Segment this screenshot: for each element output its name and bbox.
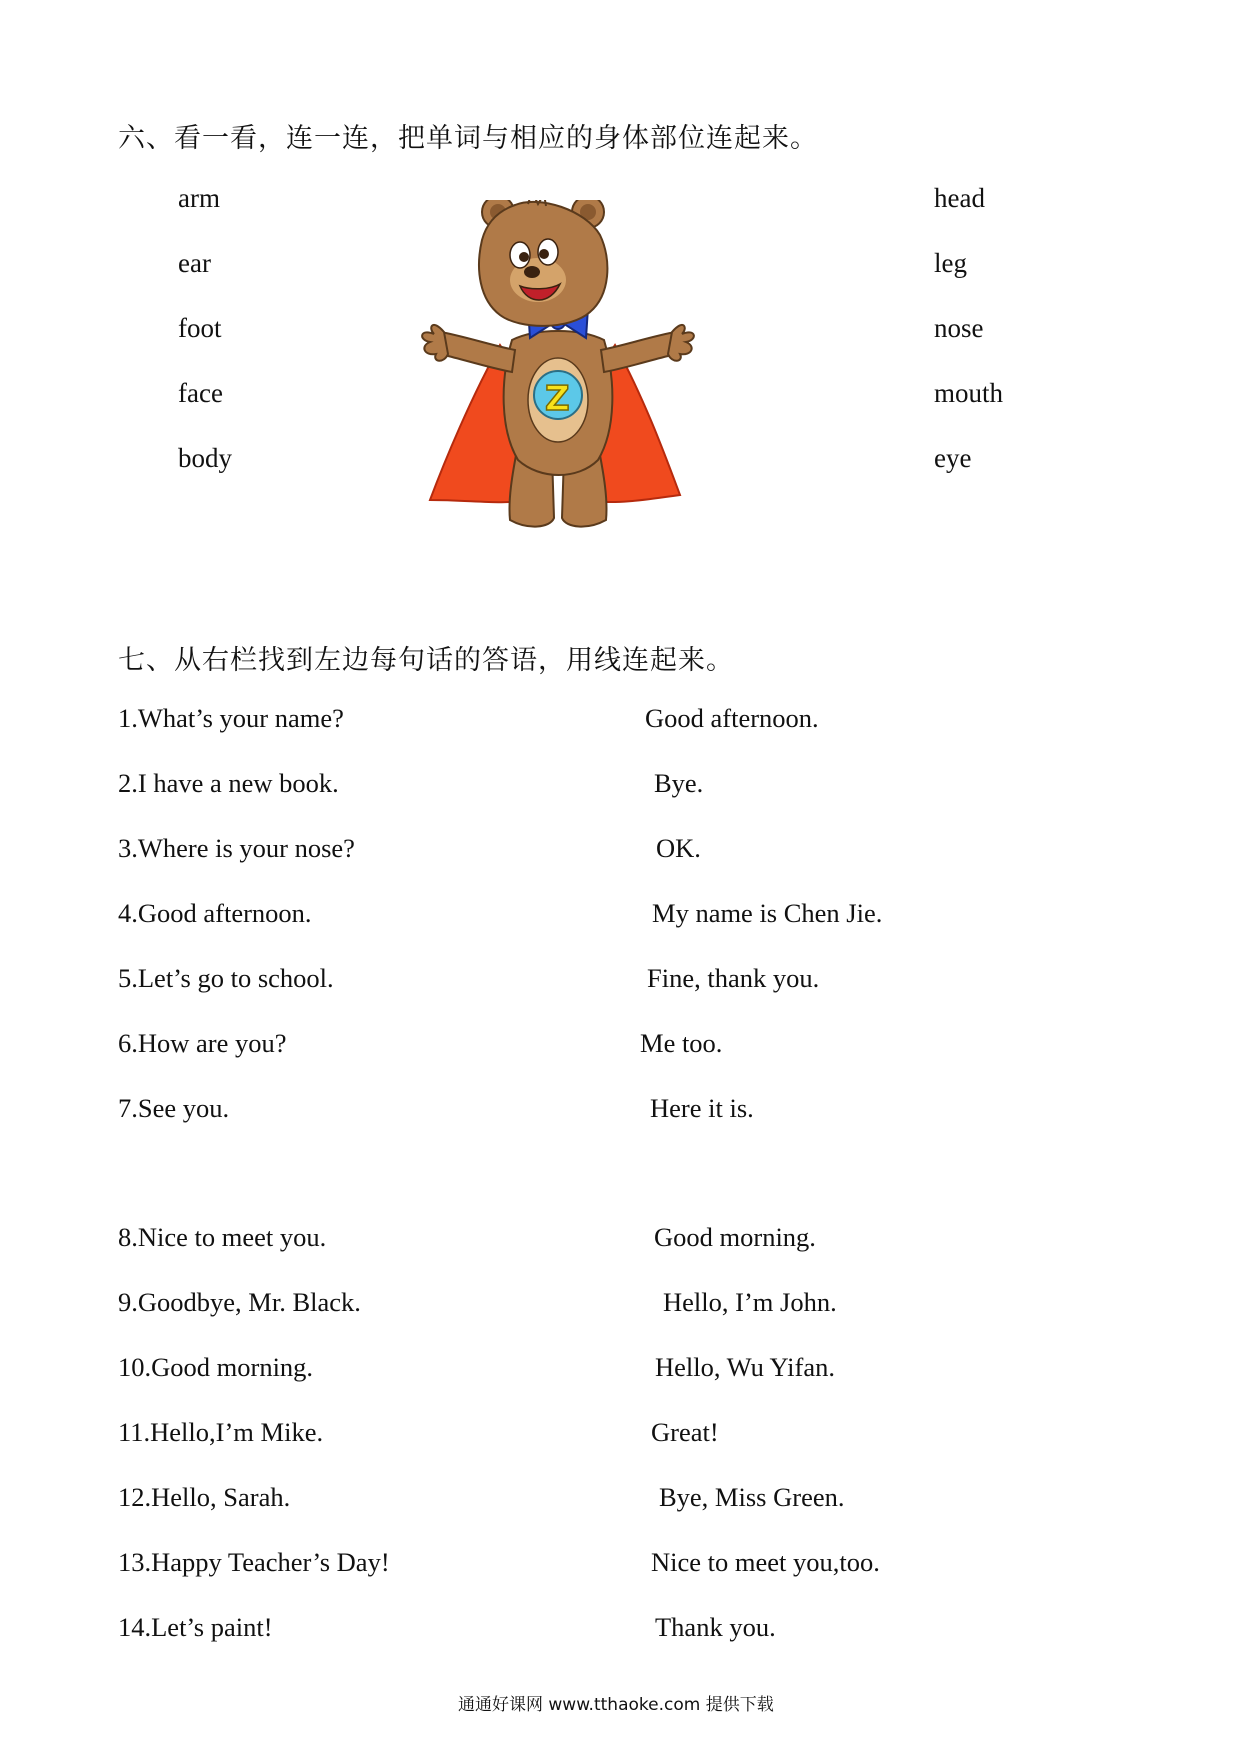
answer-i: Hello, I’m John. (663, 1287, 837, 1317)
question-13: 13.Happy Teacher’s Day! (118, 1547, 390, 1577)
question-8: 8.Nice to meet you. (118, 1222, 327, 1252)
word-face: face (178, 378, 223, 408)
word-body: body (178, 443, 232, 473)
bear-illustration (420, 200, 695, 550)
answer-f: Me too. (640, 1028, 723, 1058)
answer-k: Great! (651, 1417, 719, 1447)
question-12: 12.Hello, Sarah. (118, 1482, 291, 1512)
answer-m: Nice to meet you,too. (651, 1547, 880, 1577)
answer-g: Here it is. (650, 1093, 754, 1123)
answer-n: Thank you. (655, 1612, 776, 1642)
question-7: 7.See you. (118, 1093, 230, 1123)
question-14: 14.Let’s paint! (118, 1612, 273, 1642)
question-9: 9.Goodbye, Mr. Black. (118, 1287, 361, 1317)
answer-j: Hello, Wu Yifan. (655, 1352, 835, 1382)
question-3: 3.Where is your nose? (118, 833, 355, 863)
question-10: 10.Good morning. (118, 1352, 314, 1382)
word-nose: nose (934, 313, 984, 343)
answer-e: Fine, thank you. (647, 963, 820, 993)
answer-c: OK. (656, 833, 701, 863)
answer-b: Bye. (654, 768, 704, 798)
answer-d: My name is Chen Jie. (652, 898, 883, 928)
question-1: 1.What’s your name? (118, 703, 344, 733)
footer-source: 通通好课网 www.tthaoke.com 提供下载 (458, 1695, 774, 1715)
word-foot: foot (178, 313, 222, 343)
word-leg: leg (934, 248, 967, 278)
answer-a: Good afternoon. (645, 703, 819, 733)
question-11: 11.Hello,I’m Mike. (118, 1417, 324, 1447)
word-head: head (934, 183, 985, 213)
word-ear: ear (178, 248, 211, 278)
question-4: 4.Good afternoon. (118, 898, 312, 928)
word-mouth: mouth (934, 378, 1004, 408)
question-5: 5.Let’s go to school. (118, 963, 334, 993)
bear-chest-letter: Z (545, 379, 570, 419)
question-6: 6.How are you? (118, 1028, 287, 1058)
question-2: 2.I have a new book. (118, 768, 339, 798)
section-7-heading: 七、从右栏找到左边每句话的答语，用线连起来。 (118, 645, 734, 675)
answer-h: Good morning. (654, 1222, 816, 1252)
word-arm: arm (178, 183, 220, 213)
answer-l: Bye, Miss Green. (659, 1482, 845, 1512)
section-6-heading: 六、看一看，连一连，把单词与相应的身体部位连起来。 (118, 123, 818, 153)
word-eye: eye (934, 443, 972, 473)
